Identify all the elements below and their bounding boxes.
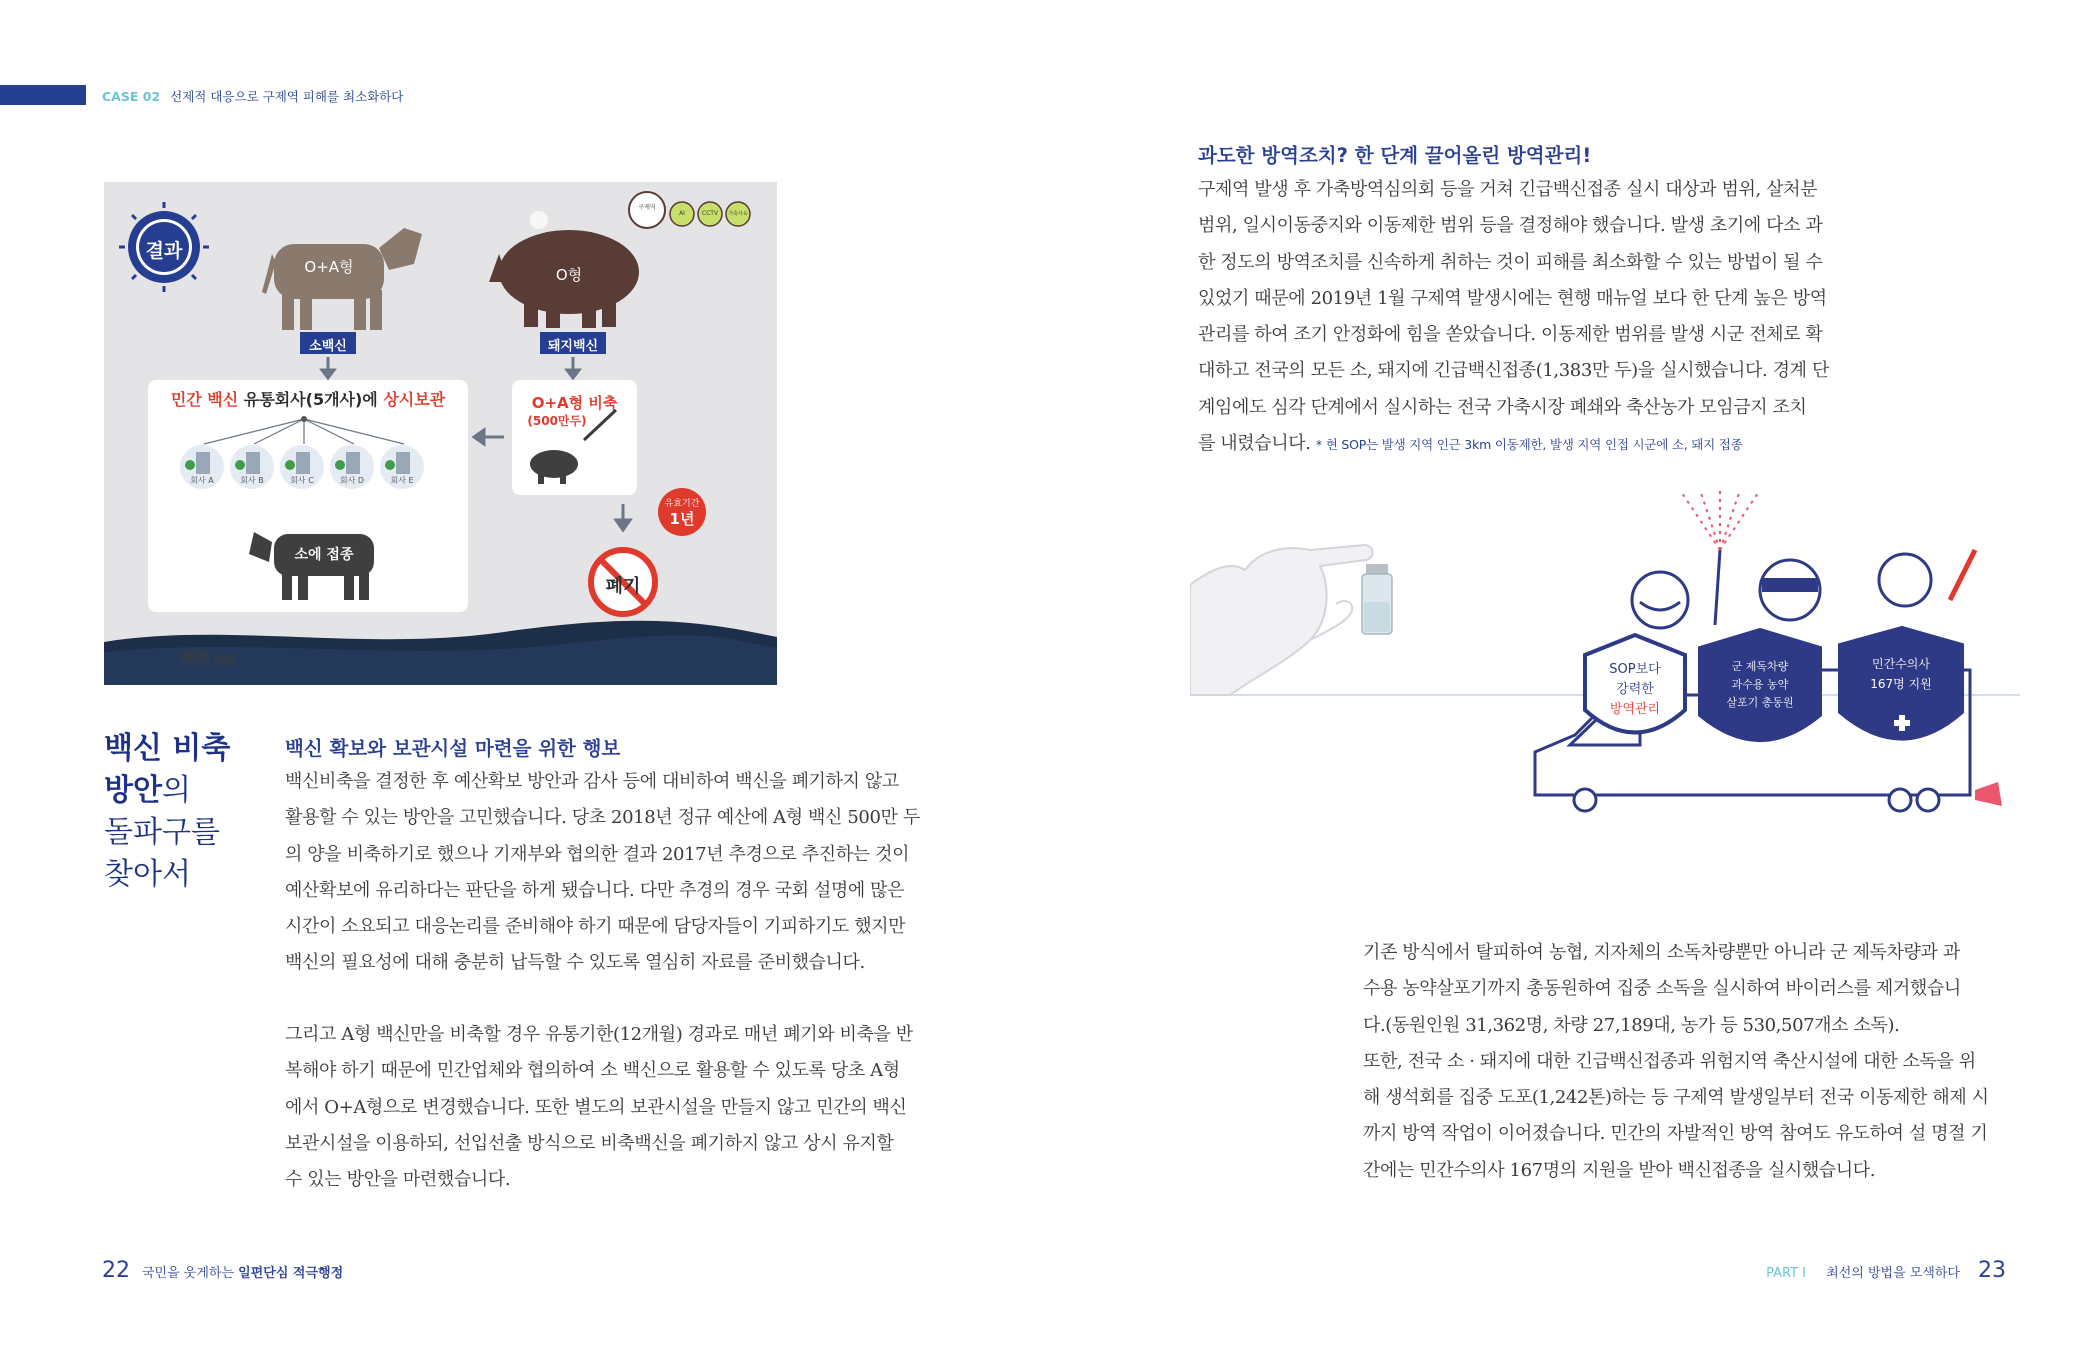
shield-line: 과수용 농약	[1731, 678, 1789, 691]
cow-inoculation-label: 소에 접종	[294, 547, 354, 563]
text-line: 보관시설을 이용하되, 선입선출 방식으로 비축백신을 폐기하지 않고 상시 유지할	[285, 1132, 894, 1154]
right-subheading: 과도한 방역조치? 한 단계 끌어올린 방역관리!	[1198, 144, 1592, 167]
expiry-value: 1년	[669, 510, 695, 528]
text-line: 의 양을 비축하기로 했으나 기재부와 협의한 결과 2017년 추경으로 추진하는 것이	[285, 843, 910, 865]
text-line: 활용할 수 있는 방안을 고민했습니다. 당초 2018년 정규 예산에 A형 백신 500만 두	[285, 807, 920, 829]
pig-vaccine-label: 돼지백신	[547, 339, 599, 354]
shield-line: 살포기 총동원	[1726, 696, 1794, 709]
result-badge-text: 결과	[145, 240, 183, 262]
text-line: 범위, 일시이동중지와 이동제한 범위 등을 결정해야 했습니다. 발생 초기에 다소 과	[1198, 215, 1823, 237]
private-storage-heading: 민간 백신 유통회사(5개사)에 상시보관	[170, 390, 446, 409]
text-line: 수 있는 방안을 마련했습니다.	[285, 1169, 511, 1191]
goggles-icon	[1762, 578, 1818, 592]
footer-book-title-bold: 일편단심 적극행정	[238, 1266, 344, 1281]
shield-line: SOP보다	[1609, 662, 1661, 677]
footer-separator	[1814, 1266, 1818, 1281]
section-title	[104, 728, 230, 896]
footer-left-text	[142, 1262, 343, 1281]
case-label: CASE 02	[102, 89, 161, 104]
vaccine-stockpile-infographic	[104, 182, 777, 685]
footer-book-title: 국민을 웃게하는	[142, 1266, 239, 1281]
disinfection-illustration	[1190, 490, 2020, 865]
text-line: 백신비축을 결정한 후 예산확보 방안과 감사 등에 대비하여 백신을 폐기하지 않고	[285, 771, 899, 792]
text-line: 관리를 하여 조기 안정화에 힘을 쏟았습니다. 이동제한 범위를 발생 시군 전체로 확	[1198, 324, 1823, 346]
shield-text-1	[1585, 660, 1685, 720]
text-line: 까지 방역 작업이 이어졌습니다. 민간의 자발적인 방역 참여도 유도하여 설 명절 기	[1363, 1123, 1988, 1145]
running-header	[102, 87, 403, 105]
shield-line: 167명 지원	[1870, 677, 1932, 691]
sop-footnote: * 현 SOP는 발생 지역 인근 3km 이동제한, 발생 지역 인접 시군에 소, 돼지 접종	[1315, 437, 1743, 453]
shield-text-3	[1840, 654, 1962, 694]
text-line: 또한, 전국 소 · 돼지에 대한 긴급백신접종과 위험지역 축산시설에 대한 소독을 위	[1363, 1050, 1976, 1072]
text-line	[1198, 426, 1828, 463]
page-number-left: 22	[102, 1258, 130, 1283]
text-line: 구제역 발생 후 가축방역심의회 등을 거쳐 긴급백신접종 실시 대상과 범위, 살처분	[1198, 179, 1818, 200]
cow-vaccine-label: 소백신	[309, 339, 347, 354]
legend-label: 가축사육	[728, 211, 748, 217]
text-line: 그리고 A형 백신만을 비축할 경우 유통기한(12개월) 경과로 매년 폐기와 비축을 반	[285, 1024, 913, 1045]
gloved-hand-icon	[1190, 545, 1373, 695]
syringe-icon	[1950, 550, 1975, 600]
text-line: 예산확보에 유리하다는 판단을 하게 됐습니다. 다만 추경의 경우 국회 설명에 많은	[285, 879, 905, 901]
shield-line: 강력한	[1616, 682, 1654, 697]
section-title-line: 돌파구를	[104, 815, 220, 850]
shield-line: 민간수의사	[1872, 657, 1930, 671]
company-label: 회사 E	[390, 476, 414, 485]
text-line: 복해야 하기 때문에 민간업체와 협의하여 소 백신으로 활용할 수 있도록 당초 A형	[285, 1060, 900, 1082]
footer-right-text	[1766, 1262, 1960, 1281]
text-line: 있었기 때문에 2019년 1월 구제역 발생시에는 현행 매뉴얼 보다 한 단계 높은 방역	[1198, 287, 1827, 309]
header-title: 선제적 대응으로 구제역 피해를 최소화하다	[170, 89, 404, 104]
spray-icon	[1680, 490, 1760, 550]
text-line: 대하고 전국의 모든 소, 돼지에 긴급백신접종(1,383만 두)을 실시했습니다. 경계 단	[1198, 360, 1829, 382]
text-line: 백신의 필요성에 대해 충분히 납득할 수 있도록 열심히 자료를 준비했습니다.	[285, 952, 865, 974]
company-label: 회사 C	[290, 476, 314, 485]
legend-label: 구제역	[638, 204, 656, 211]
text-line: 시간이 소요되고 대응논리를 준비해야 하기 때문에 담당자들이 기피하기도 했지만	[285, 916, 906, 938]
shield-text-2	[1700, 658, 1820, 712]
truck-exhaust-icon	[1975, 782, 2002, 806]
text-line: 해 생석회를 집중 도포(1,242톤)하는 등 구제역 발생일부터 전국 이동제한 해제 시	[1363, 1087, 1989, 1109]
section-title-line: 백신 비축	[104, 731, 231, 766]
legend-label: AI	[679, 210, 685, 217]
text-line-end: 를 내렸습니다.	[1198, 433, 1311, 455]
legend-label: CCTV	[701, 210, 719, 217]
expiry-label: 유효기간	[664, 499, 700, 509]
vaccine-vial-icon	[1362, 564, 1392, 634]
company-label: 회사 D	[339, 476, 365, 485]
right-paragraph-2	[1363, 935, 2008, 1189]
cow-label: O+A형	[304, 258, 354, 276]
right-paragraph-1	[1198, 172, 1828, 463]
text-line: 기존 방식에서 탈피하여 농협, 지자체의 소독차량뿐만 아니라 군 제독차량과 과	[1363, 942, 1960, 963]
text-line: 한 정도의 방역조치를 신속하게 취하는 것이 피해를 최소화할 수 있는 방법이 될 수	[1198, 251, 1823, 273]
company-label: 회사 B	[240, 476, 264, 485]
left-paragraph-1	[285, 764, 920, 982]
shield-line: 군 제독차량	[1731, 660, 1789, 673]
text-line: 수용 농약살포기까지 총동원하여 집중 소독을 실시하여 바이러스를 제거했습니	[1363, 978, 1961, 1000]
section-title-line: 찾아서	[104, 857, 191, 892]
stockpile-title: O+A형 비축	[531, 394, 618, 412]
text-line: 간에는 민간수의사 167명의 지원을 받아 백신접종을 실시했습니다.	[1363, 1159, 1876, 1181]
disposal-label: 폐기	[605, 576, 641, 597]
shield-line: 방역관리	[1609, 702, 1661, 717]
footer-chapter-title: 최선의 방법을 모색하다	[1826, 1266, 1960, 1281]
left-paragraph-2	[285, 1017, 915, 1198]
page-number-right: 23	[1978, 1258, 2006, 1283]
section-title-line: 의	[161, 773, 191, 808]
text-line: 에서 O+A형으로 변경했습니다. 또한 별도의 보관시설을 만들지 않고 민간의 백신	[285, 1096, 907, 1118]
pig-label: O형	[555, 266, 583, 284]
stockpile-amount: (500만두)	[527, 414, 587, 428]
left-subheading: 백신 확보와 보관시설 마련을 위한 행보	[285, 737, 621, 760]
text-line: 다.(동원인원 31,362명, 차량 27,189대, 농가 등 530,507개소 소독).	[1363, 1014, 1900, 1036]
header-accent-bar	[0, 85, 86, 105]
section-title-line: 방안	[104, 773, 162, 808]
footer-part-label: PART Ⅰ	[1766, 1266, 1806, 1281]
company-label: 회사 A	[190, 476, 214, 485]
text-line: 계임에도 심각 단계에서 실시하는 전국 가축시장 폐쇄와 축산농가 모임금지 조치	[1198, 396, 1807, 418]
